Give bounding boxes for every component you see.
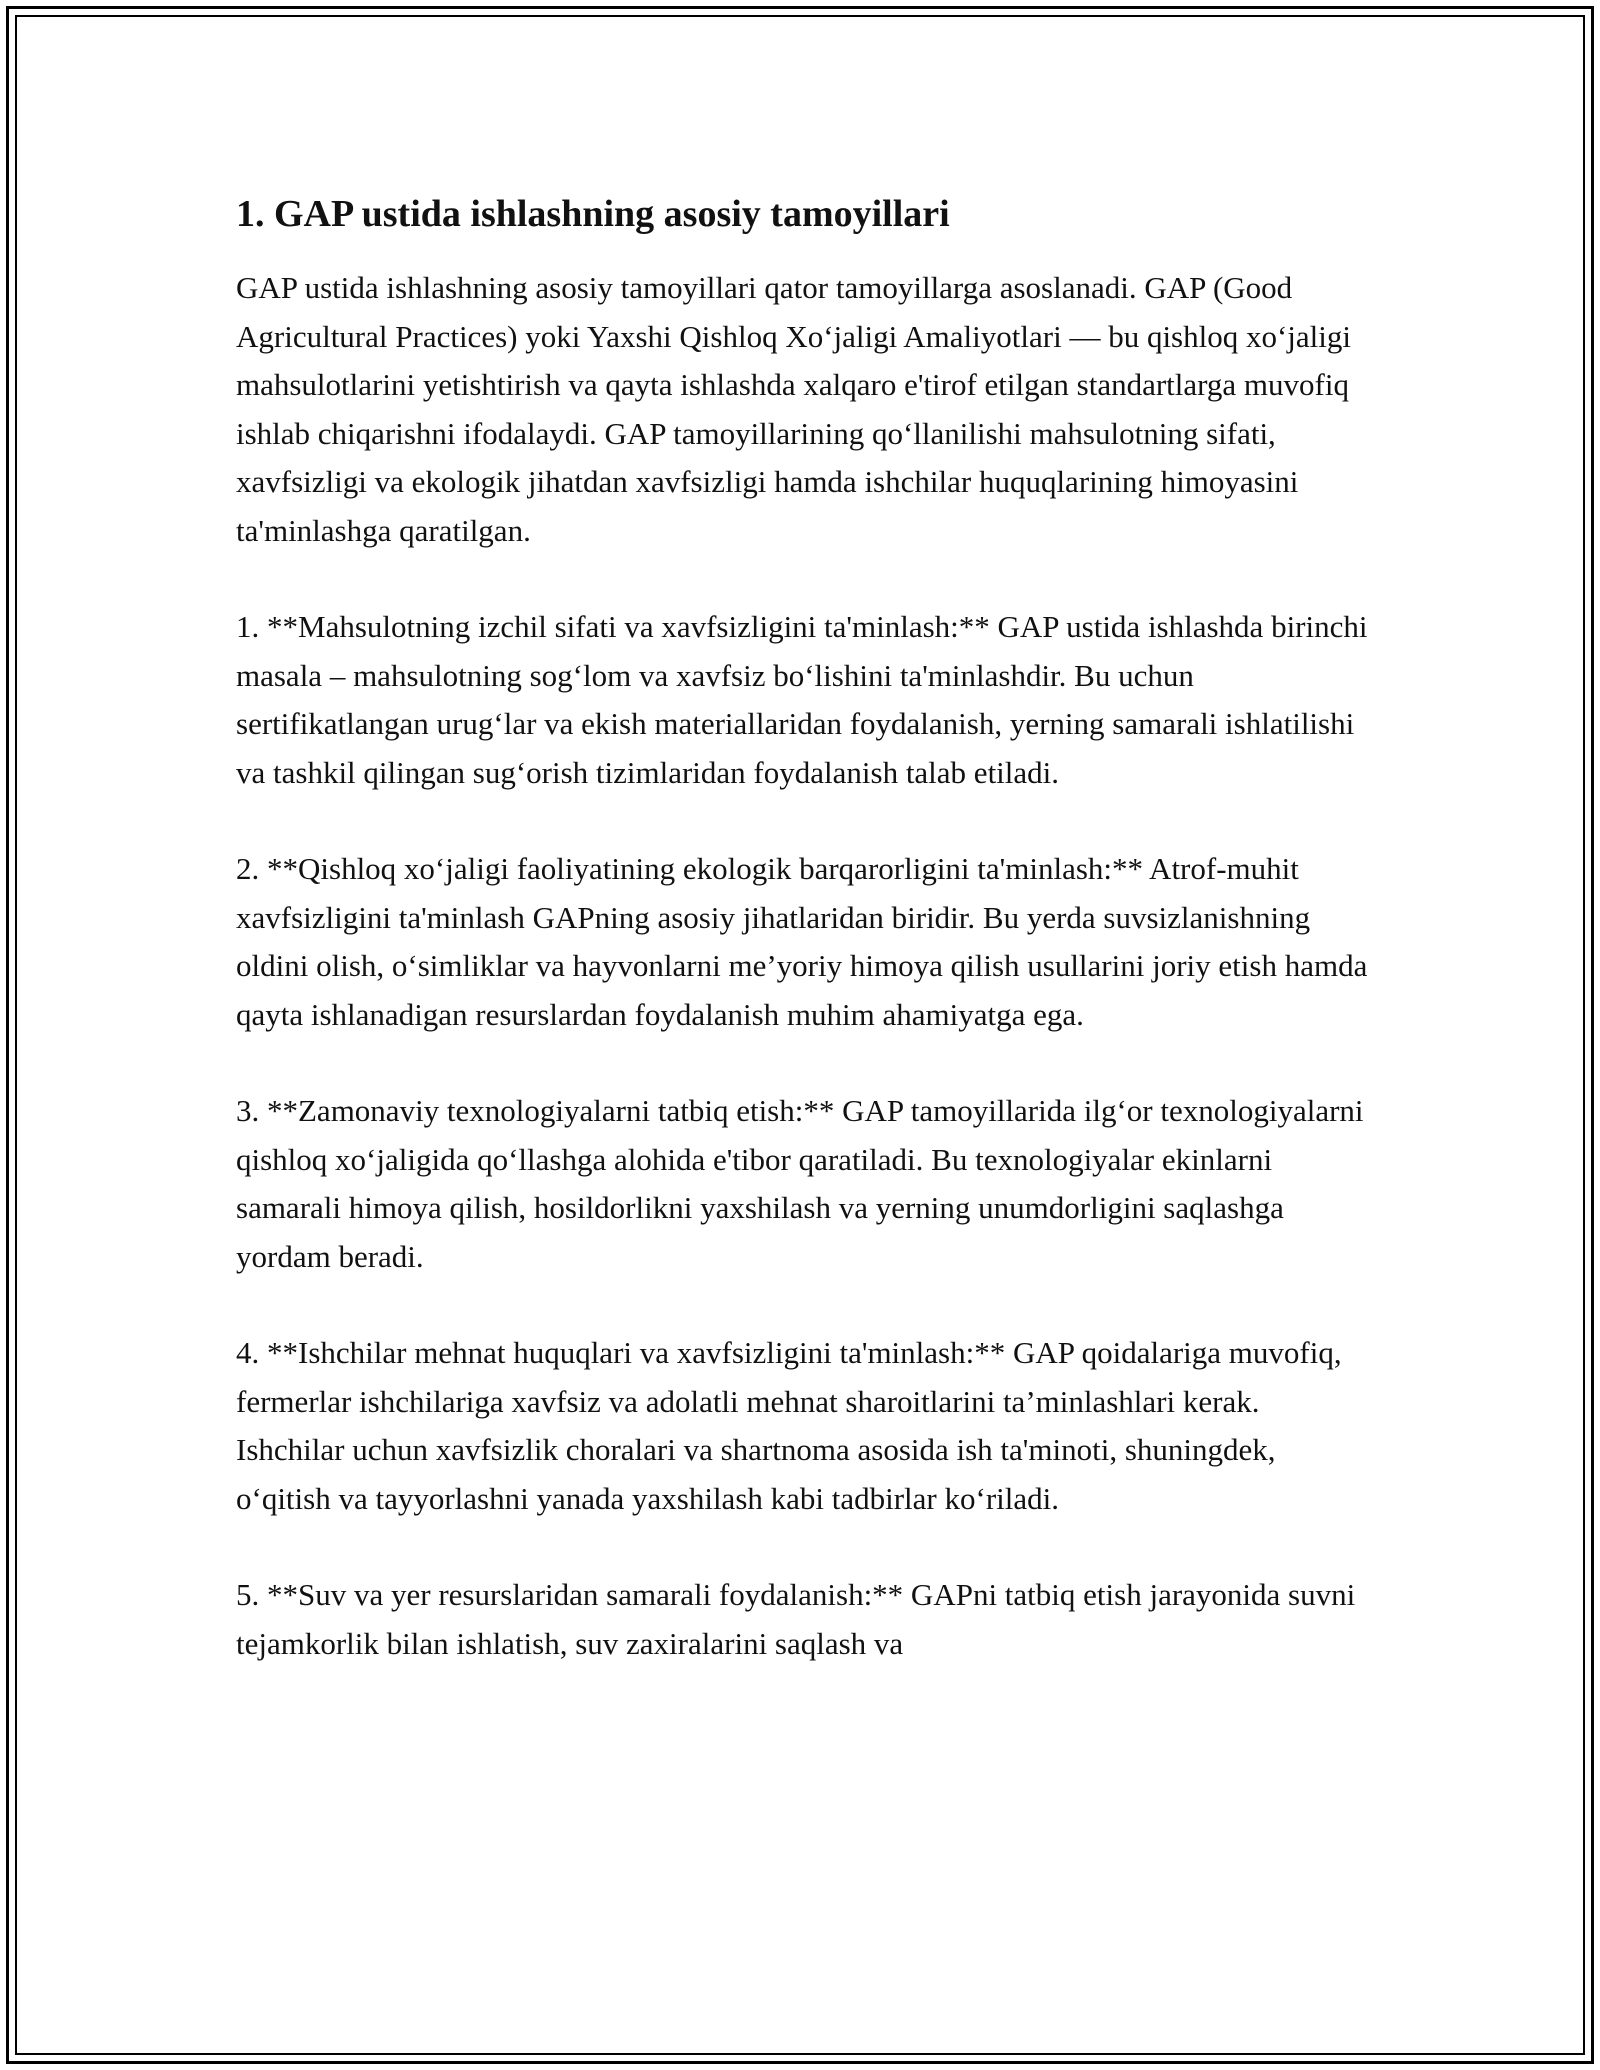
intro-paragraph: GAP ustida ishlashning asosiy tamoyillari qator tamoyillarga asoslanadi. GAP (Good Agricultural Practices) yoki Yaxshi Qishloq Xo‘jaligi Amaliyotlari — bu qishloq xo‘jaligi mahsulotlarini yetishtirish va qayta ishlashda xalqaro e'tirof etilgan standartlarga muvofiq ishlab chiqarishni ifodalaydi. GAP tamoyillarining qo‘llanilishi mahsulotning sifati, xavfsizligi va ekologik jihatdan xavfsizligi hamda ishchilar huquqlarining himoyasini ta'minlashga qaratilgan. xyxy=(236,270,1352,548)
principle-5-paragraph: 5. **Suv va yer resurslaridan samarali foydalanish:** GAPni tatbiq etish jarayonida suvni tejamkorlik bilan ishlatish, suv zaxiralarini saqlash va xyxy=(236,1577,1356,1661)
principle-1-paragraph: 1. **Mahsulotning izchil sifati va xavfsizligini ta'minlash:** GAP ustida ishlashda birinchi masala – mahsulotning sog‘lom va xavfsiz bo‘lishini ta'minlashdir. Bu uchun sertifikatlangan urug‘lar va ekish materiallaridan foydalanish, yerning samarali ishlatilishi va tashkil qilingan sug‘orish tizimlaridan foydalanish talab etiladi. xyxy=(236,609,1368,790)
section-title: 1. GAP ustida ishlashning asosiy tamoyillari xyxy=(236,193,950,235)
principle-2-paragraph: 2. **Qishloq xo‘jaligi faoliyatining ekologik barqarorligini ta'minlash:** Atrof-muhit xavfsizligini ta'minlash GAPning asosiy jihatlaridan biridir. Bu yerda suvsizlanishning oldini olish, o‘simliklar va hayvonlarni me’yoriy himoya qilish usullarini joriy etish hamda qayta ishlanadigan resurslardan foydalanish muhim ahamiyatga ega. xyxy=(236,851,1368,1032)
principle-4-paragraph: 4. **Ishchilar mehnat huquqlari va xavfsizligini ta'minlash:** GAP qoidalariga muvofiq, fermerlar ishchilariga xavfsiz va adolatli mehnat sharoitlarini ta’minlashlari kerak. Ishchilar uchun xavfsizlik choralari va shartnoma asosida ish ta'minoti, shuningdek, o‘qitish va tayyorlashni yanada yaxshilash kabi tadbirlar ko‘riladi. xyxy=(236,1335,1342,1516)
principle-3-paragraph: 3. **Zamonaviy texnologiyalarni tatbiq etish:** GAP tamoyillarida ilg‘or texnologiyalarni qishloq xo‘jaligida qo‘llashga alohida e'tibor qaratiladi. Bu texnologiyalar ekinlarni samarali himoya qilish, hosildorlikni yaxshilash va yerning unumdorligini saqlashga yordam beradi. xyxy=(236,1093,1364,1274)
document-body xyxy=(236,190,1372,1716)
